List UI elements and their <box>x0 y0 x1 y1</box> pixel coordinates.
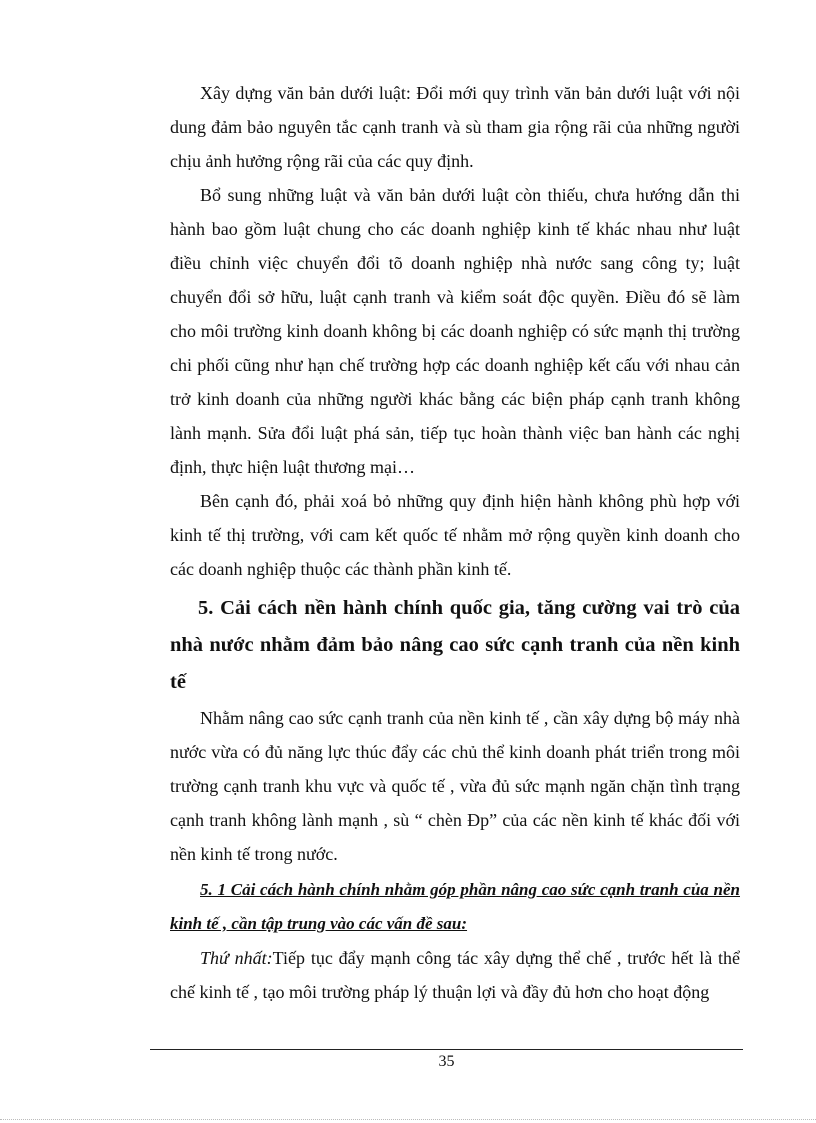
paragraph-supplement-laws: Bổ sung những luật và văn bản dưới luật còn thiếu, chưa hướng dẫn thi hành bao gồm luật chung cho các doanh nghiệp kinh tế khác nhau như luật điều chỉnh việc chuyển đổi tõ doanh nghiệp nhà nước sang công ty; luật chuyển đổi sở hữu, luật cạnh tranh và kiểm soát độc quyền. Điều đó sẽ làm cho môi trường kinh doanh không bị các doanh nghiệp có sức mạnh thị trường chi phối cũng như hạn chế trường hợp các doanh nghiệp kết cấu với nhau cản trở kinh doanh của những người khác bằng các biện pháp cạnh tranh không lành mạnh. Sửa đổi luật phá sản, tiếp tục hoàn thành việc ban hành các nghị định, thực hiện luật thương mại… <box>170 185 740 477</box>
first-point-text: Tiếp tục đẩy mạnh công tác xây dựng thể chế , trước hết là thể chế kinh tế , tạo môi trường pháp lý thuận lợi và đầy đủ hơn cho hoạt động <box>170 948 740 1002</box>
page-edge-dotted-line <box>0 1119 816 1120</box>
footer-divider <box>150 1049 743 1050</box>
page-content <box>170 76 740 1009</box>
paragraph-first-point <box>170 941 740 1009</box>
paragraph-section-intro: Nhằm nâng cao sức cạnh tranh của nền kinh tế , cần xây dựng bộ máy nhà nước vừa có đủ năng lực thúc đẩy các chủ thể kinh doanh phát triển trong môi trường cạnh tranh khu vực và quốc tế , vừa đủ sức mạnh ngăn chặn tình trạng cạnh tranh không lành mạnh , sù “ chèn Đp” của các nền kinh tế khác đối với nền kinh tế trong nước. <box>170 708 740 864</box>
subsection-heading: 5. 1 Cải cách hành chính nhằm góp phần nâng cao sức cạnh tranh của nền kinh tế , cần tập trung vào các vấn đề sau: <box>170 880 740 933</box>
paragraph-remove-regulations: Bên cạnh đó, phải xoá bỏ những quy định hiện hành không phù hợp với kinh tế thị trường, với cam kết quốc tế nhằm mở rộng quyền kinh doanh cho các doanh nghiệp thuộc các thành phần kinh tế. <box>170 491 740 579</box>
section-heading: 5. Cải cách nền hành chính quốc gia, tăng cường vai trò của nhà nước nhằm đảm bảo nâng cao sức cạnh tranh của nền kinh tế <box>170 597 740 693</box>
page-number: 35 <box>438 1053 455 1070</box>
first-point-lead: Thứ nhất: <box>200 948 273 968</box>
paragraph-subordinate-legislation: Xây dựng văn bản dưới luật: Đổi mới quy trình văn bản dưới luật với nội dung đảm bảo nguyên tắc cạnh tranh và sù tham gia rộng rãi của những người chịu ảnh hưởng rộng rãi của các quy định. <box>170 83 740 171</box>
